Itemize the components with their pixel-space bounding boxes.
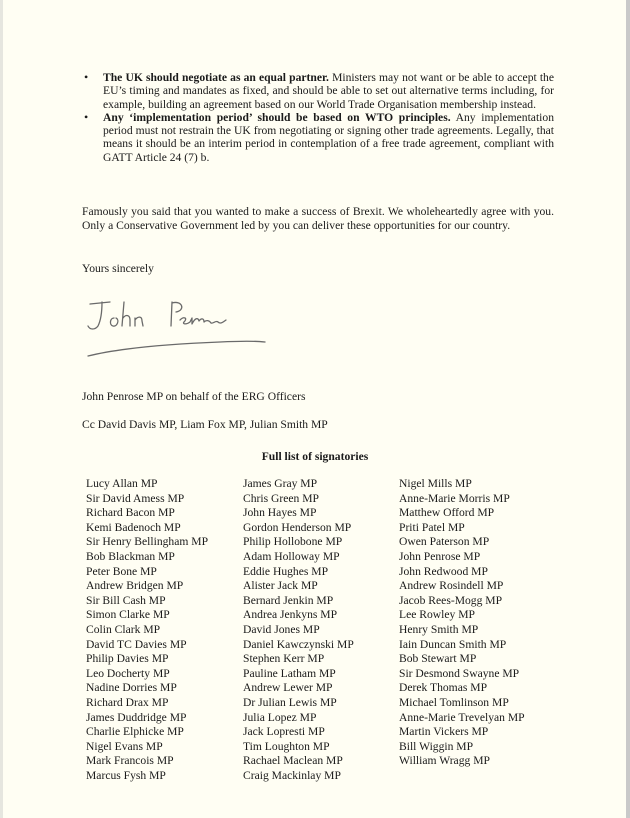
signatory-name: Gordon Henderson MP: [243, 520, 352, 534]
signatory-name: James Duddridge MP: [86, 710, 187, 724]
signatory-name: Adam Holloway MP: [243, 549, 340, 563]
signatory-name: Colin Clark MP: [86, 622, 161, 636]
signatory-name: Derek Thomas MP: [399, 681, 488, 695]
signatory-name: Andrew Bridgen MP: [86, 579, 184, 593]
signatory-name: Tim Loughton MP: [243, 739, 330, 753]
signatories-heading: Full list of signatories: [261, 450, 369, 463]
signatory-name: Matthew Offord MP: [399, 506, 495, 520]
signatory-name: Iain Duncan Smith MP: [399, 637, 507, 651]
signatory-name: Nadine Dorries MP: [86, 681, 177, 695]
signatory-name: Andrew Lewer MP: [243, 681, 333, 695]
bullet-body: Ministers may not want or be able to accept the EU’s timing and mandates as fixed, and should be able to set out alternative terms including, for example, building an agreement based on our World Trade Organisation membership instead.: [103, 71, 555, 111]
signatory-name: Lee Rowley MP: [399, 608, 475, 622]
body-paragraph: Famously you said that you wanted to make a success of Brexit. We wholeheartedly agree with you. Only a Conservative Government led by you can deliver these opportunities for our country.: [82, 205, 554, 232]
signatories-column-2: [243, 477, 354, 783]
bullet-marker: •: [84, 70, 89, 84]
signatory-name: Alister Jack MP: [243, 579, 318, 593]
bullet-body: Any implementation period must not restrain the UK from negotiating or signing other trade agreements. Legally, that means it should be an interim period in contemplation of a free trade agreement, compliant with GATT Article 24 (7) b.: [103, 110, 554, 164]
signatory-name: Michael Tomlinson MP: [399, 695, 509, 709]
signatory-name: Jack Lopresti MP: [243, 725, 325, 739]
signatory-name: Lucy Allan MP: [86, 477, 158, 490]
signatory-name: Philip Hollobone MP: [243, 535, 343, 549]
signatory-name: Bob Stewart MP: [399, 652, 477, 666]
signatory-name: Daniel Kawczynski MP: [243, 637, 354, 651]
signatory-name: David TC Davies MP: [86, 637, 187, 651]
signatory-name: Priti Patel MP: [399, 520, 465, 534]
signatory-name: Marcus Fysh MP: [86, 768, 166, 782]
signatory-name: Richard Drax MP: [86, 695, 169, 709]
signatory-name: Bernard Jenkin MP: [243, 593, 334, 607]
bullet-heading: Any ‘implementation period’ should be based on WTO principles.: [103, 110, 451, 124]
bullet-implementation-period: [82, 111, 554, 164]
signatory-name: Martin Vickers MP: [399, 725, 489, 739]
signatory-name: Kemi Badenoch MP: [86, 520, 181, 534]
signatory-name: William Wragg MP: [399, 754, 490, 768]
signer-line: John Penrose MP on behalf of the ERG Officers: [82, 390, 306, 403]
signatory-name: Dr Julian Lewis MP: [243, 695, 337, 709]
cc-line: Cc David Davis MP, Liam Fox MP, Julian Smith MP: [82, 418, 328, 431]
signatory-name: Sir David Amess MP: [86, 491, 185, 505]
bullet-marker: •: [84, 109, 89, 124]
signatory-name: Andrea Jenkyns MP: [243, 608, 338, 622]
signatory-name: Nigel Mills MP: [399, 477, 472, 490]
signatory-name: Anne-Marie Trevelyan MP: [399, 710, 525, 724]
handwritten-signature: [80, 290, 280, 365]
signatory-name: Peter Bone MP: [86, 564, 157, 578]
signatory-name: Leo Docherty MP: [86, 666, 170, 680]
signatory-name: Bob Blackman MP: [86, 549, 175, 563]
signatory-name: Simon Clarke MP: [86, 608, 170, 622]
signatory-name: Owen Paterson MP: [399, 535, 490, 549]
signatory-name: Charlie Elphicke MP: [86, 725, 184, 739]
signatory-name: Chris Green MP: [243, 491, 319, 505]
bullet-heading: The UK should negotiate as an equal partner.: [103, 71, 329, 84]
signatory-name: Richard Bacon MP: [86, 506, 175, 520]
signatory-name: Bill Wiggin MP: [399, 739, 474, 753]
signatory-name: Andrew Rosindell MP: [399, 579, 504, 593]
bullet-list: [82, 71, 554, 164]
signatory-name: Mark Francois MP: [86, 754, 174, 768]
signatory-name: James Gray MP: [243, 477, 318, 490]
signatories-column-3: [399, 477, 525, 769]
signatory-name: Sir Bill Cash MP: [86, 593, 166, 607]
signatories-column-1: [86, 477, 208, 783]
signatory-name: Eddie Hughes MP: [243, 564, 329, 578]
signatory-name: Stephen Kerr MP: [243, 652, 325, 666]
signatory-name: Anne-Marie Morris MP: [399, 491, 510, 505]
signatory-name: John Redwood MP: [399, 564, 488, 578]
signatory-name: John Hayes MP: [243, 506, 317, 520]
signatory-name: David Jones MP: [243, 622, 320, 636]
signatory-name: Jacob Rees-Mogg MP: [399, 593, 503, 607]
signatory-name: Pauline Latham MP: [243, 666, 336, 680]
signatory-name: Craig Mackinlay MP: [243, 768, 341, 782]
closing-line: Yours sincerely: [82, 262, 154, 275]
signatory-name: Philip Davies MP: [86, 652, 169, 666]
signatory-name: Henry Smith MP: [399, 622, 479, 636]
signatory-name: Sir Desmond Swayne MP: [399, 666, 520, 680]
signatory-name: Rachael Maclean MP: [243, 754, 343, 768]
signatory-name: John Penrose MP: [399, 549, 481, 563]
signatory-name: Nigel Evans MP: [86, 739, 163, 753]
signatory-name: Sir Henry Bellingham MP: [86, 535, 209, 549]
signatory-name: Julia Lopez MP: [243, 710, 317, 724]
bullet-equal-partner: [82, 71, 554, 111]
